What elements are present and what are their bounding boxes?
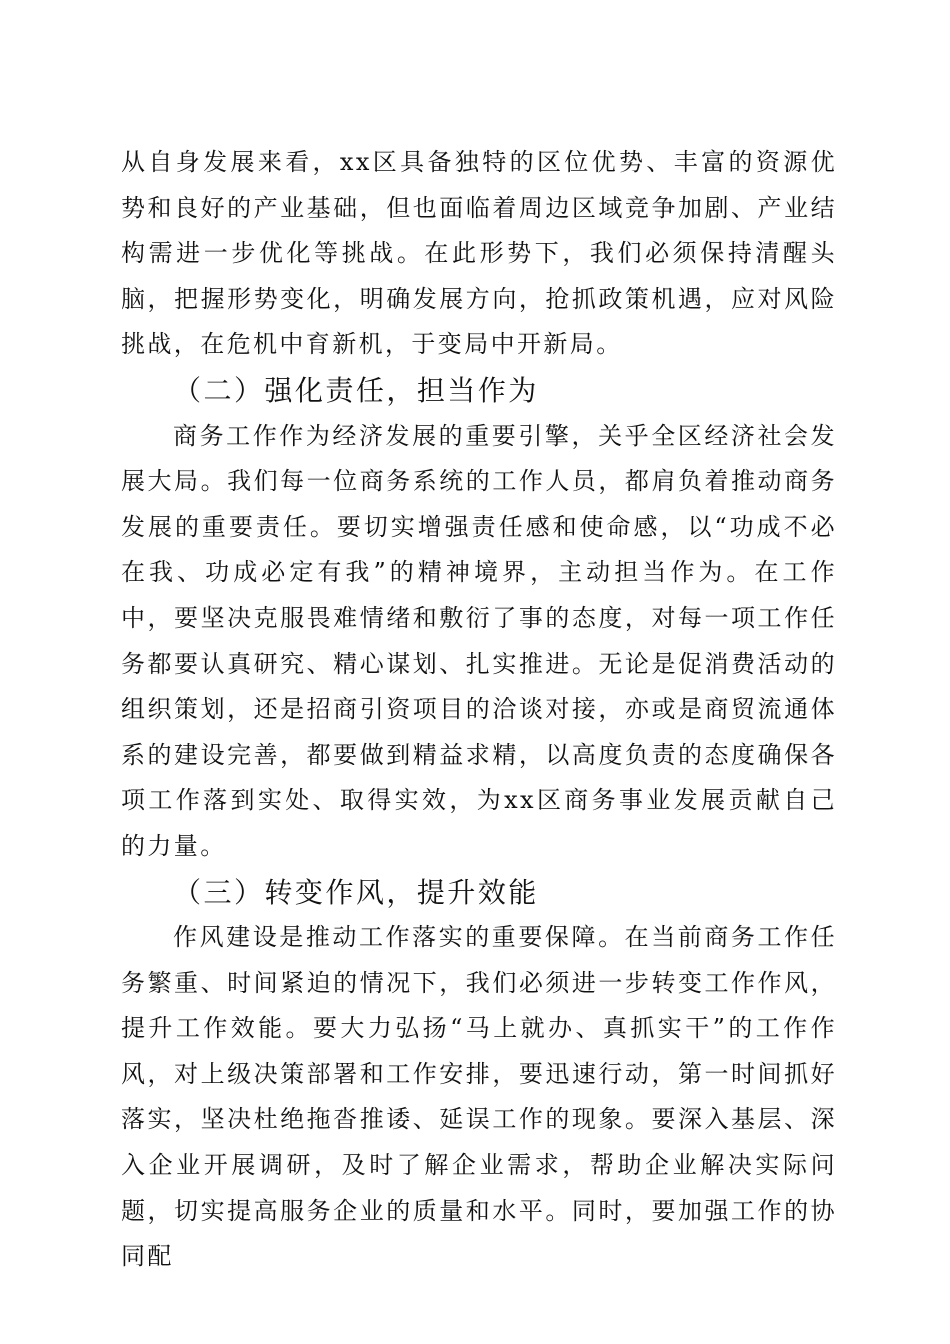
paragraph-work-style: 作风建设是推动工作落实的重要保障。在当前商务工作任务繁重、时间紧迫的情况下，我们必须进一步转变工作作风，提升工作效能。要大力弘扬“马上就办、真抓实干”的工作作风，对上级决策部署和工作安排，要迅速行动，第一时间抓好落实，坚决杜绝拖沓推诿、延误工作的现象。要深入基层、深入企业开展调研，及时了解企业需求，帮助企业解决实际问题，切实提高服务企业的质量和水平。同时，要加强工作的协同配 xyxy=(121,923,837,1271)
paragraph-responsibility: 商务工作作为经济发展的重要引擎，关乎全区经济社会发展大局。我们每一位商务系统的工作人员，都肩负着推动商务发展的重要责任。要切实增强责任感和使命感，以“功成不必在我、功成必定有我”的精神境界，主动担当作为。在工作中，要坚决克服畏难情绪和敷衍了事的态度，对每一项工作任务都要认真研究、精心谋划、扎实推进。无论是促消费活动的组织策划，还是招商引资项目的洽谈对接，亦或是商贸流通体系的建设完善，都要做到精益求精，以高度负责的态度确保各项工作落到实处、取得实效，为xx区商务事业发展贡献自己的力量。 xyxy=(121,421,837,860)
paragraph-regional-analysis: 从自身发展来看，xx区具备独特的区位优势、丰富的资源优势和良好的产业基础，但也面临着周边区域竞争加剧、产业结构需进一步优化等挑战。在此形势下，我们必须保持清醒头脑，把握形势变化，明确发展方向，抢抓政策机遇，应对风险挑战，在危机中育新机，于变局中开新局。 xyxy=(121,148,837,359)
section-heading-work-style: （三）转变作风，提升效能 xyxy=(173,875,539,909)
section-heading-responsibility: （二）强化责任，担当作为 xyxy=(173,373,539,407)
document-body xyxy=(121,140,837,1280)
